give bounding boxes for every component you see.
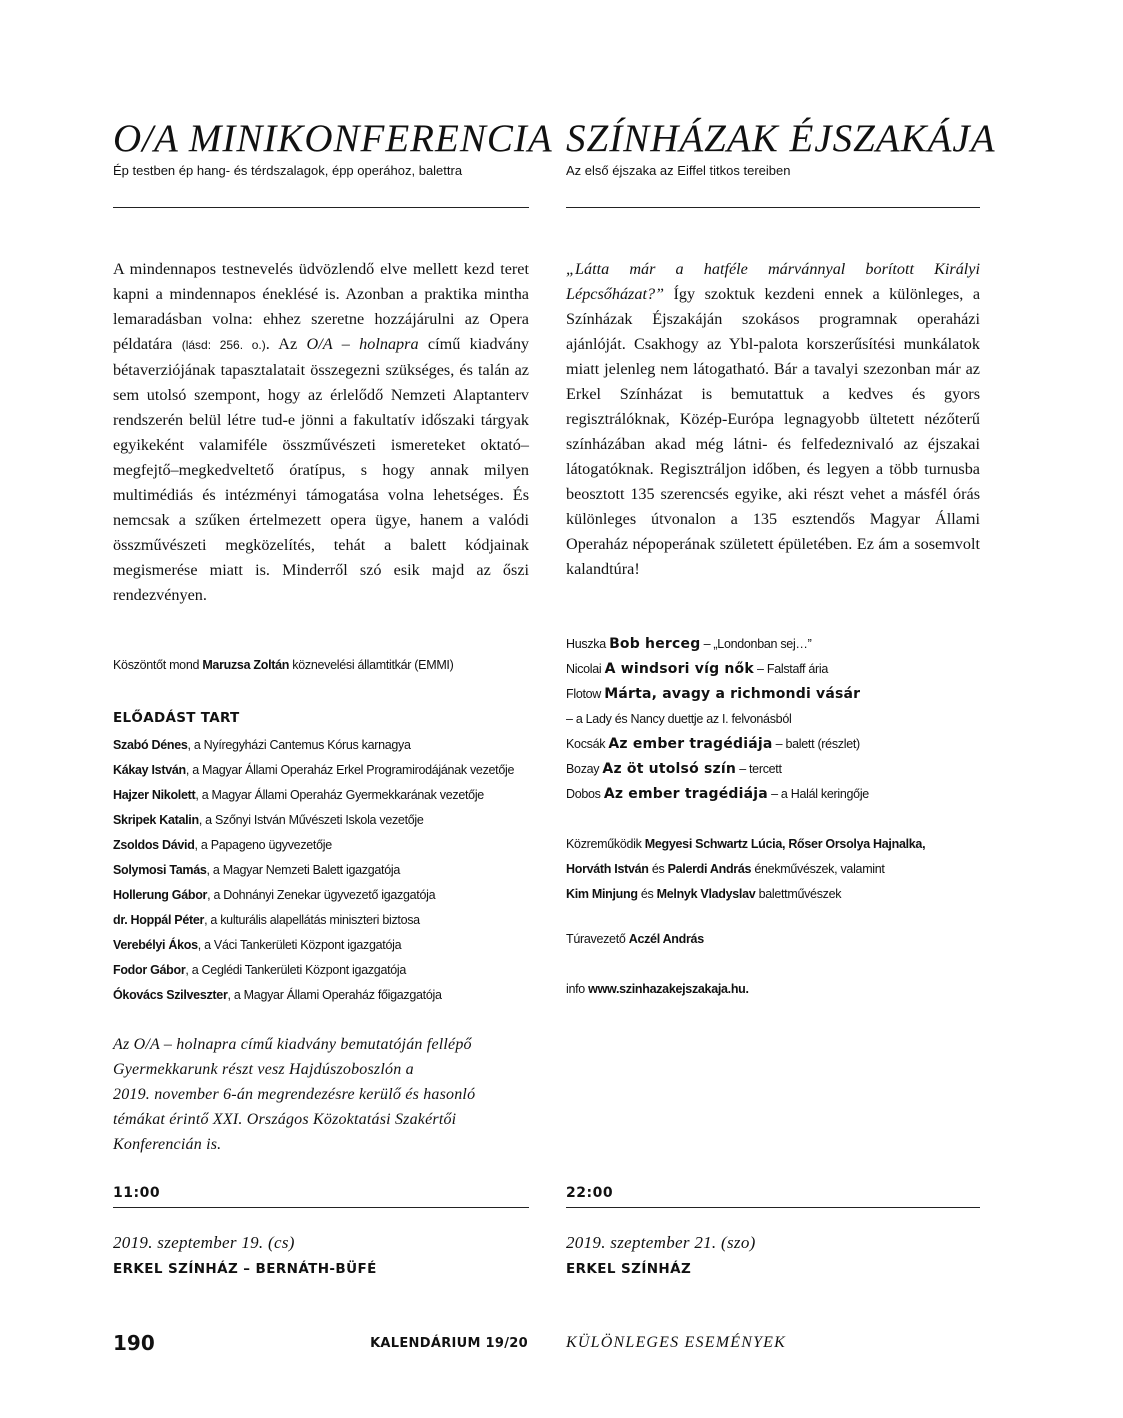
program-item (566, 757, 869, 782)
program-item (566, 782, 869, 807)
text-run: című kiadvány bétaverziójának tapasztalatait összegezni szükséges, és talán az sem utolsó szempont, hogy az érlelődő Nemzeti Alaptanterv rendszerén belül létre tud-e jönni a fakultatív időszaki tárgyak egyikeként valamiféle összművészeti ismereteket oktató–megfejtő–megkedveltető óratípus, s hogy annak milyen multimédiás és intézményi támogatása volna lehetséges. És nemcsak a szűken értelmezett opera ügye, hanem a valódi összművészeti megközelítés, tehát a balett kódjainak megismerése miatt is. Minderről szó esik majd az őszi rendezvényen. (113, 335, 530, 604)
text-run: énekművészek, valamint (751, 862, 885, 876)
program-item (566, 657, 869, 682)
section-name: KÜLÖNLEGES ESEMÉNYEK (566, 1334, 787, 1351)
bold-text: www.szinhazakejszakaja.hu. (588, 982, 749, 996)
program-item (566, 707, 869, 732)
speaker-entry (113, 783, 514, 808)
bold-text: Melnyk Vladyslav (656, 887, 756, 901)
composer-name: Nicolai (566, 662, 605, 676)
bold-text: Kim Minjung (566, 887, 638, 901)
speaker-name: Verebélyi Ákos (113, 938, 198, 952)
work-title: Az ember tragédiája (608, 736, 773, 752)
work-detail: – balett (részlet) (772, 737, 860, 751)
event-time: 11:00 (113, 1185, 161, 1201)
performer-line (566, 857, 925, 882)
work-title: Az ember tragédiája (603, 786, 768, 802)
work-title: A windsori víg nők (604, 661, 754, 677)
note-line: témákat érintő XXI. Országos Közoktatási Szakértői (113, 1111, 457, 1128)
event-time: 22:00 (566, 1185, 614, 1201)
speaker-name: dr. Hoppál Péter (113, 913, 205, 927)
text-run: Köszöntőt mond (113, 658, 203, 672)
article-title: SZÍNHÁZAK ÉJSZAKÁJA (566, 117, 996, 160)
divider (113, 207, 529, 208)
speaker-entry (113, 833, 514, 858)
composer-name: Bozay (566, 762, 603, 776)
speaker-role: , a Nyíregyházi Cantemus Kórus karnagya (187, 738, 411, 752)
divider (113, 1207, 529, 1208)
program-item (566, 682, 869, 707)
program-item (566, 732, 869, 757)
note-line: Az O/A – holnapra című kiadvány bemutatóján fellépő (113, 1036, 472, 1053)
note-line: 2019. november 6-án megrendezésre kerülő és hasonló (113, 1086, 476, 1103)
speaker-entry (113, 958, 514, 983)
bold-text: Maruzsa Zoltán (202, 658, 290, 672)
speaker-role: , a Szőnyi István Művészeti Iskola vezetője (198, 813, 424, 827)
publication-name: KALENDÁRIUM 19/20 (370, 1336, 528, 1351)
event-venue: ERKEL SZÍNHÁZ (566, 1261, 692, 1277)
italic-text: O/A – holnapra (306, 335, 419, 353)
speaker-name: Fodor Gábor (113, 963, 186, 977)
article-body (113, 257, 529, 608)
tour-guide-line (566, 932, 704, 946)
speaker-name: Kákay István (113, 763, 186, 777)
speaker-entry (113, 933, 514, 958)
event-venue: ERKEL SZÍNHÁZ – BERNÁTH-BÜFÉ (113, 1261, 377, 1277)
speaker-entry (113, 733, 514, 758)
text-run: köznevelési államtitkár (EMMI) (289, 658, 454, 672)
speaker-entry (113, 908, 514, 933)
work-detail: – a Lady és Nancy duettje az I. felvonásból (566, 712, 792, 726)
work-detail: – „Londonban sej…” (700, 637, 812, 651)
divider (566, 207, 980, 208)
composer-name: Dobos (566, 787, 604, 801)
body-paragraph (566, 257, 980, 582)
work-detail: – Falstaff ária (753, 662, 829, 676)
text-run: és (637, 887, 657, 901)
text-run: Túravezető (566, 932, 629, 946)
speaker-role: , a Magyar Nemzeti Balett igazgatója (206, 863, 400, 877)
greeting-line (113, 658, 453, 672)
speaker-entry (113, 983, 514, 1008)
speaker-role: , a Papageno ügyvezetője (194, 838, 332, 852)
composer-name: Flotow (566, 687, 605, 701)
bold-text: Megyesi Schwartz Lúcia, Rőser Orsolya Hajnalka, (644, 837, 926, 851)
text-run: . Az (265, 335, 307, 353)
text-run: (lásd: 256. o.) (181, 338, 266, 352)
article-subtitle: Az első éjszaka az Eiffel titkos tereiben (566, 163, 791, 178)
composer-name: Kocsák (566, 737, 609, 751)
work-detail: – a Halál keringője (767, 787, 869, 801)
divider (566, 1207, 980, 1208)
speaker-role: , a Dohnányi Zenekar ügyvezető igazgatója (207, 888, 436, 902)
text-run: A mindennapos testnevelés üdvözlendő elve mellett kezd teret kapni a mindennapos éneklésé is. Azonban a praktika mintha lemaradásban volna: ehhez szeretne hozzájárulni az Opera példatára (113, 260, 529, 353)
performers-list (566, 832, 925, 907)
speaker-name: Hollerung Gábor (113, 888, 208, 902)
speakers-heading: ELŐADÁST TART (113, 710, 240, 726)
speaker-role: , a Magyar Állami Operaház főigazgatója (227, 988, 442, 1002)
page-number: 190 (113, 1331, 155, 1355)
work-title: Márta, avagy a richmondi vásár (604, 686, 861, 702)
speaker-role: , a Magyar Állami Operaház Gyermekkarának vezetője (195, 788, 484, 802)
article-body (566, 257, 980, 582)
speaker-entry (113, 883, 514, 908)
speaker-name: Zsoldos Dávid (113, 838, 195, 852)
speaker-name: Solymosi Tamás (113, 863, 207, 877)
work-detail: – tercett (736, 762, 782, 776)
speaker-entry (113, 758, 514, 783)
program-list (566, 632, 869, 807)
composer-name: Huszka (566, 637, 610, 651)
speaker-list (113, 733, 514, 1008)
text-run: info (566, 982, 589, 996)
article-subtitle: Ép testben ép hang- és térdszalagok, épp operához, balettra (113, 163, 463, 178)
work-title: Az öt utolsó szín (602, 761, 737, 777)
performer-line (566, 882, 925, 907)
bold-text: Aczél András (628, 932, 704, 946)
speaker-role: , a Ceglédi Tankerületi Központ igazgatója (185, 963, 407, 977)
event-date: 2019. szeptember 19. (cs) (113, 1233, 295, 1252)
bold-text: Palerdi András (667, 862, 752, 876)
body-paragraph (113, 257, 529, 608)
work-title: Bob herceg (609, 636, 701, 652)
text-run: balettművészek (755, 887, 842, 901)
article-title: O/A MINIKONFERENCIA (113, 117, 553, 160)
closing-note (113, 1032, 523, 1157)
speaker-name: Skripek Katalin (113, 813, 199, 827)
text-run: Közreműködik (566, 837, 645, 851)
speaker-entry (113, 808, 514, 833)
speaker-entry (113, 858, 514, 883)
speaker-role: , a kulturális alapellátás miniszteri biztosa (204, 913, 420, 927)
speaker-name: Szabó Dénes (113, 738, 188, 752)
program-item (566, 632, 869, 657)
performer-line (566, 832, 925, 857)
text-run: és (648, 862, 668, 876)
note-line: Gyermekkarunk részt vesz Hajdúszoboszlón a (113, 1061, 414, 1078)
bold-text: Horváth István (566, 862, 649, 876)
italic-text: „Látta már a hatféle márvánnyal borított Királyi Lépcsőházat?” (566, 260, 980, 303)
text-run: Így szoktuk kezdeni ennek a különleges, a Színházak Éjszakáján szokásos programnak operaházi ajánlóját. Csakhogy az Ybl-palota korszerűsítési munkálatok miatt jelenleg nem látogatható. Bár a tavalyi szezonban már az Erkel Színházat is bemutattuk a kedves és gyors regisztrálóknak, Közép-Európa legnagyobb ültetett nézőterű színházában akad még látni- és felfedeznivaló az éjszakai látogatóknak. Regisztráljon időben, és legyen a több turnusba beosztott 135 szerencsés egyike, aki részt vehet a másfél órás különleges útvonalon a 135 esztendős Magyar Állami Operaház népoperának született épületében. Ez ám a sosemvolt kalandtúra! (566, 285, 980, 578)
speaker-role: , a Magyar Állami Operaház Erkel Programirodájának vezetője (185, 763, 515, 777)
event-date: 2019. szeptember 21. (szo) (566, 1233, 756, 1252)
note-line: Konferencián is. (113, 1136, 222, 1153)
speaker-role: , a Váci Tankerületi Központ igazgatója (197, 938, 402, 952)
speaker-name: Ókovács Szilveszter (113, 988, 228, 1002)
speaker-name: Hajzer Nikolett (113, 788, 196, 802)
info-line (566, 982, 749, 996)
